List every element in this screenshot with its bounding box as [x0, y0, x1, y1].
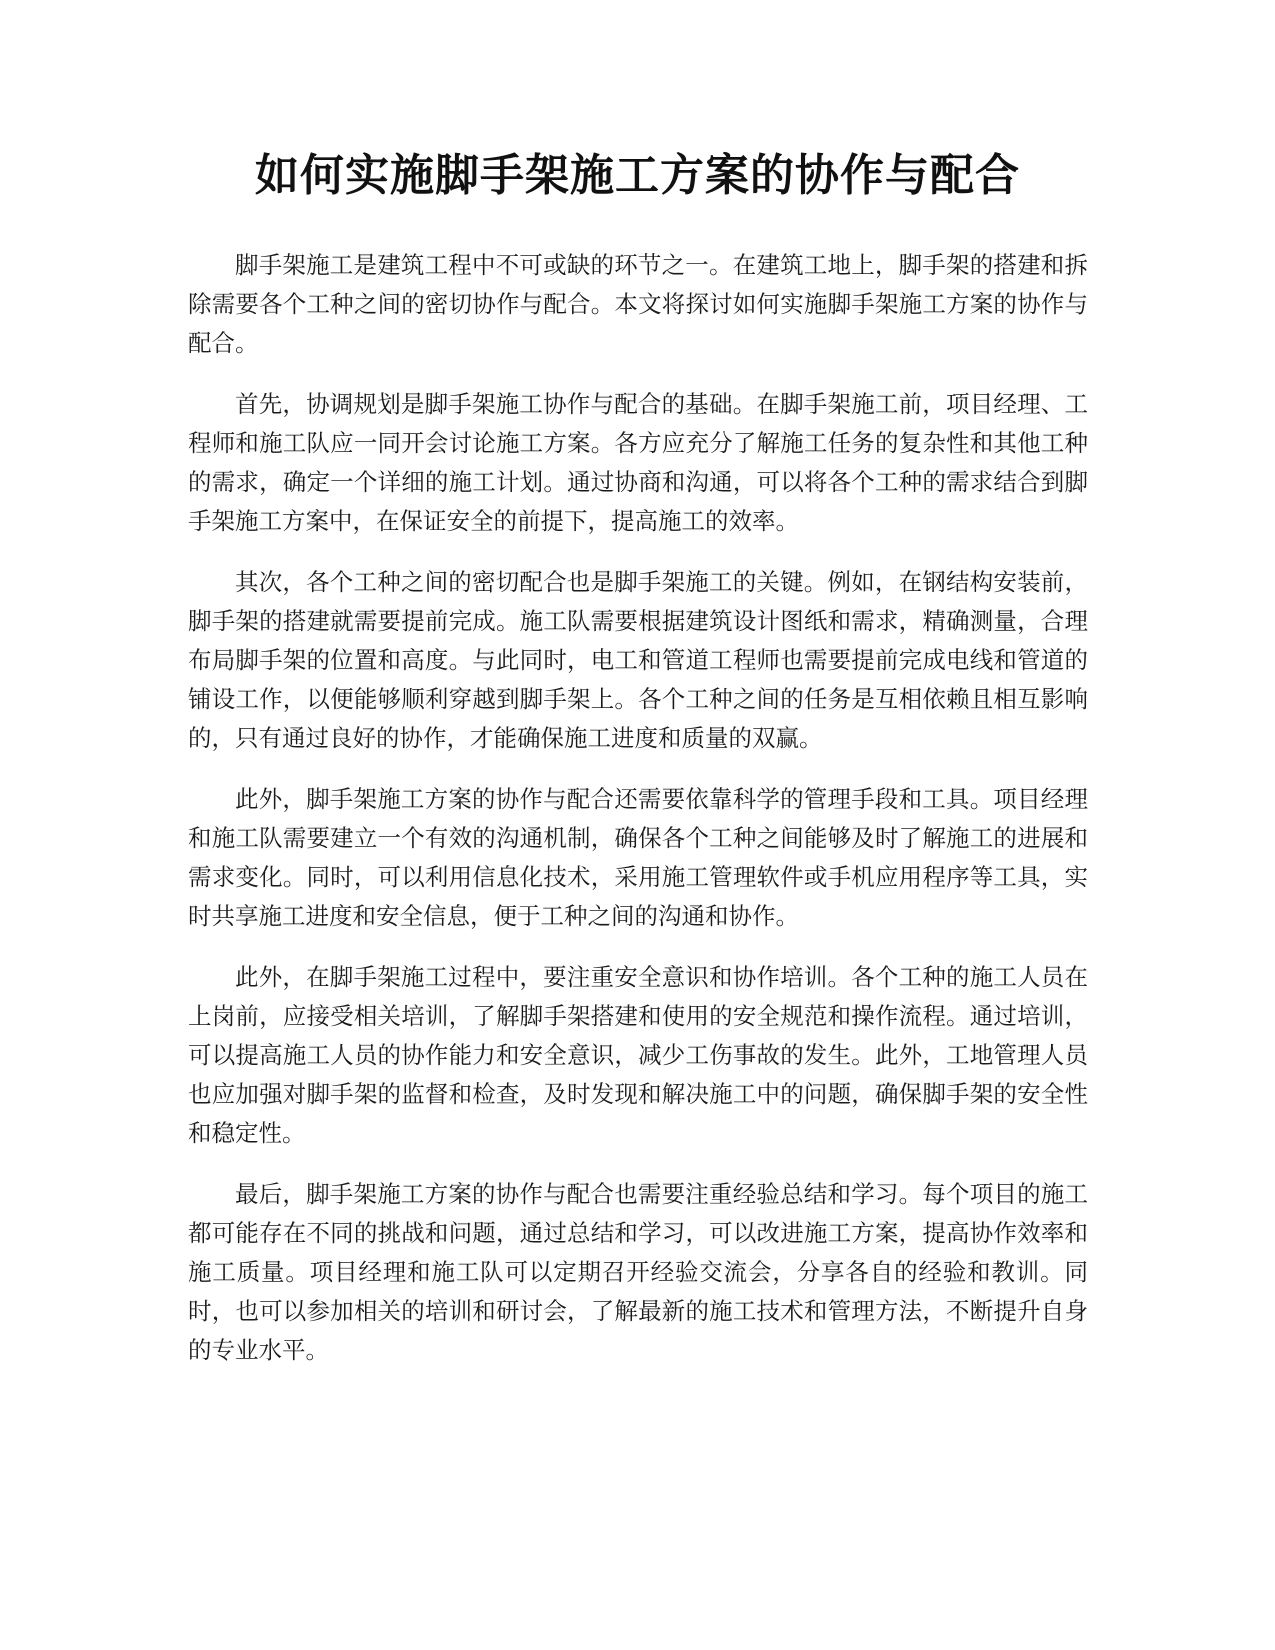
paragraph-planning: 首先，协调规划是脚手架施工协作与配合的基础。在脚手架施工前，项目经理、工程师和施工队应一同开会讨论施工方案。各方应充分了解施工任务的复杂性和其他工种的需求，确定一个详细的施工计划。通过协商和沟通，可以将各个工种的需求结合到脚手架施工方案中，在保证安全的前提下，提高施工的效率。	[188, 390, 1088, 535]
document-title: 如何实施脚手架施工方案的协作与配合	[255, 150, 1020, 201]
document-body	[188, 246, 1088, 1392]
paragraph-conclusion: 最后，脚手架施工方案的协作与配合也需要注重经验总结和学习。每个项目的施工都可能存在不同的挑战和问题，通过总结和学习，可以改进施工方案，提高协作效率和施工质量。项目经理和施工队可以定期召开经验交流会，分享各自的经验和教训。同时，也可以参加相关的培训和研讨会，了解最新的施工技术和管理方法，不断提升自身的专业水平。	[188, 1180, 1088, 1364]
paragraph-cooperation: 其次，各个工种之间的密切配合也是脚手架施工的关键。例如，在钢结构安装前，脚手架的搭建就需要提前完成。施工队需要根据建筑设计图纸和需求，精确测量，合理布局脚手架的位置和高度。与此同时，电工和管道工程师也需要提前完成电线和管道的铺设工作，以便能够顺利穿越到脚手架上。各个工种之间的任务是互相依赖且相互影响的，只有通过良好的协作，才能确保施工进度和质量的双赢。	[188, 568, 1088, 752]
paragraph-management: 此外，脚手架施工方案的协作与配合还需要依靠科学的管理手段和工具。项目经理和施工队需要建立一个有效的沟通机制，确保各个工种之间能够及时了解施工的进展和需求变化。同时，可以利用信息化技术，采用施工管理软件或手机应用程序等工具，实时共享施工进度和安全信息，便于工种之间的沟通和协作。	[188, 785, 1088, 930]
paragraph-intro: 脚手架施工是建筑工程中不可或缺的环节之一。在建筑工地上，脚手架的搭建和拆除需要各个工种之间的密切协作与配合。本文将探讨如何实施脚手架施工方案的协作与配合。	[188, 251, 1088, 357]
paragraph-safety: 此外，在脚手架施工过程中，要注重安全意识和协作培训。各个工种的施工人员在上岗前，应接受相关培训，了解脚手架搭建和使用的安全规范和操作流程。通过培训，可以提高施工人员的协作能力和安全意识，减少工伤事故的发生。此外，工地管理人员也应加强对脚手架的监督和检查，及时发现和解决施工中的问题，确保脚手架的安全性和稳定性。	[188, 963, 1088, 1147]
